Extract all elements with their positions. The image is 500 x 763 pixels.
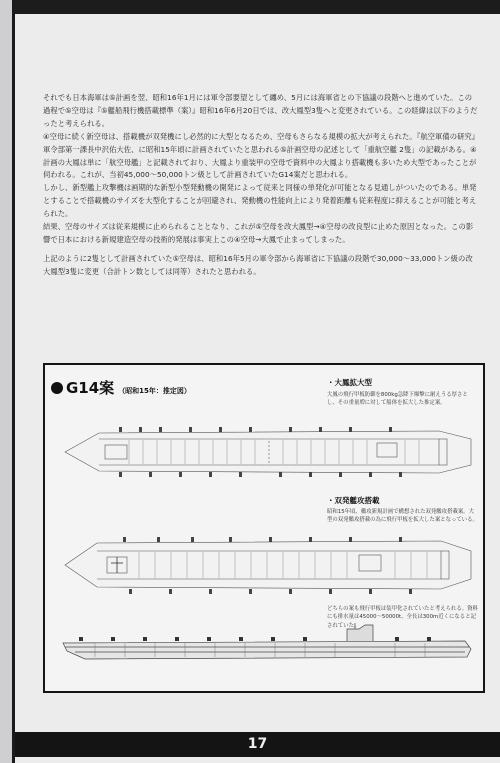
body-text bbox=[43, 92, 479, 279]
page-number: 17 bbox=[247, 736, 268, 752]
note-text-2: 昭和15年頃、艦攻新規計画で構想された双発艦攻搭載案。大型の双発艦攻搭載の為に飛行甲板を拡大した案となっている。 bbox=[327, 509, 478, 524]
ship-side-profile bbox=[55, 621, 479, 671]
ship-plan-taiho-enlarged bbox=[59, 417, 479, 487]
paragraph-4: 結果、空母のサイズは従来規模に止められることとなり、これが⑤空母を改大鳳型→④空母の改良型に止めた原因となった。この影響で日本における新規建造空母の技術的発展は事実上この④空母→大鳳で止まってしまった。 bbox=[43, 222, 474, 244]
page-footer bbox=[15, 732, 500, 757]
note-text-1: 大鳳の飛行甲板防御を800kg急降下爆撃に耐えうる厚さとし、その重量増に対して船体を拡大した推定案。 bbox=[327, 392, 468, 407]
paragraph-3: しかし、新型艦上攻撃機は画期的な新型小型発動機の開発によって従来と同様の単発化が可能となる見通しがついたのである。単発とすることで搭載機のサイズを大型化することが回避され、発動機の性能向上により発着距離も従来程度に抑えることが可能と考えられた。 bbox=[43, 183, 477, 219]
ship-plan-twin-engine bbox=[59, 529, 479, 601]
paragraph-5: 上記のように2隻として計画されていた⑤空母は、昭和16年5月の軍令部から海軍省に下協議の段階で30,000～33,000トン級の改大鳳型3隻に変更（合計トン数としては同等）されたと思われる。 bbox=[43, 253, 473, 276]
figure-title: G14案 bbox=[66, 379, 115, 397]
paragraph-2: ④空母に続く新空母は、搭載機が双発機にし必然的に大型となるため、空母もさらなる規模の拡大が考えられた。『航空軍備の研究』軍令部第一課長中沢佑大佐、に昭和15年頃に計画されていたと思われる⑤計画空母の記述として「重航空艦 2隻」の記載がある。④計画の大鳳は単に「航空母艦」と記載されており、大鳳より重装甲の空母で資料中の大鳳より搭載機も多いため大型であったことが伺われる。これが、当初45,000～50,000トン級として計画されていたG14案だと思われる。 bbox=[43, 131, 477, 180]
figure-subtitle: （昭和15年：推定図） bbox=[118, 387, 191, 395]
figure-title-row bbox=[51, 377, 191, 398]
page bbox=[12, 0, 500, 763]
top-binding-bar bbox=[15, 0, 500, 14]
figure-box bbox=[43, 363, 485, 693]
bullet-icon bbox=[51, 382, 63, 394]
note-text-3: どちらの案も飛行甲板は装甲化されていたと考えられる。資料にも排水量は45000～50000t、全長は300m近くになると記されていた。 bbox=[327, 606, 478, 629]
note-heading-1: ・大鳳拡大型 bbox=[327, 378, 372, 387]
paragraph-1: それでも日本海軍は⑤計画を翌、昭和16年1月には軍令部要望として纏め、5月には海軍省との下協議の段階へと進めていた。この過程で⑤空母は『⑤艦船飛行機搭載標準（案）』昭和16年6月20日では、改大鳳型3隻へと変更されている。この経緯は以下のようだったと考えられる。 bbox=[43, 93, 478, 128]
note-heading-2: ・双発艦攻搭載 bbox=[327, 496, 380, 505]
